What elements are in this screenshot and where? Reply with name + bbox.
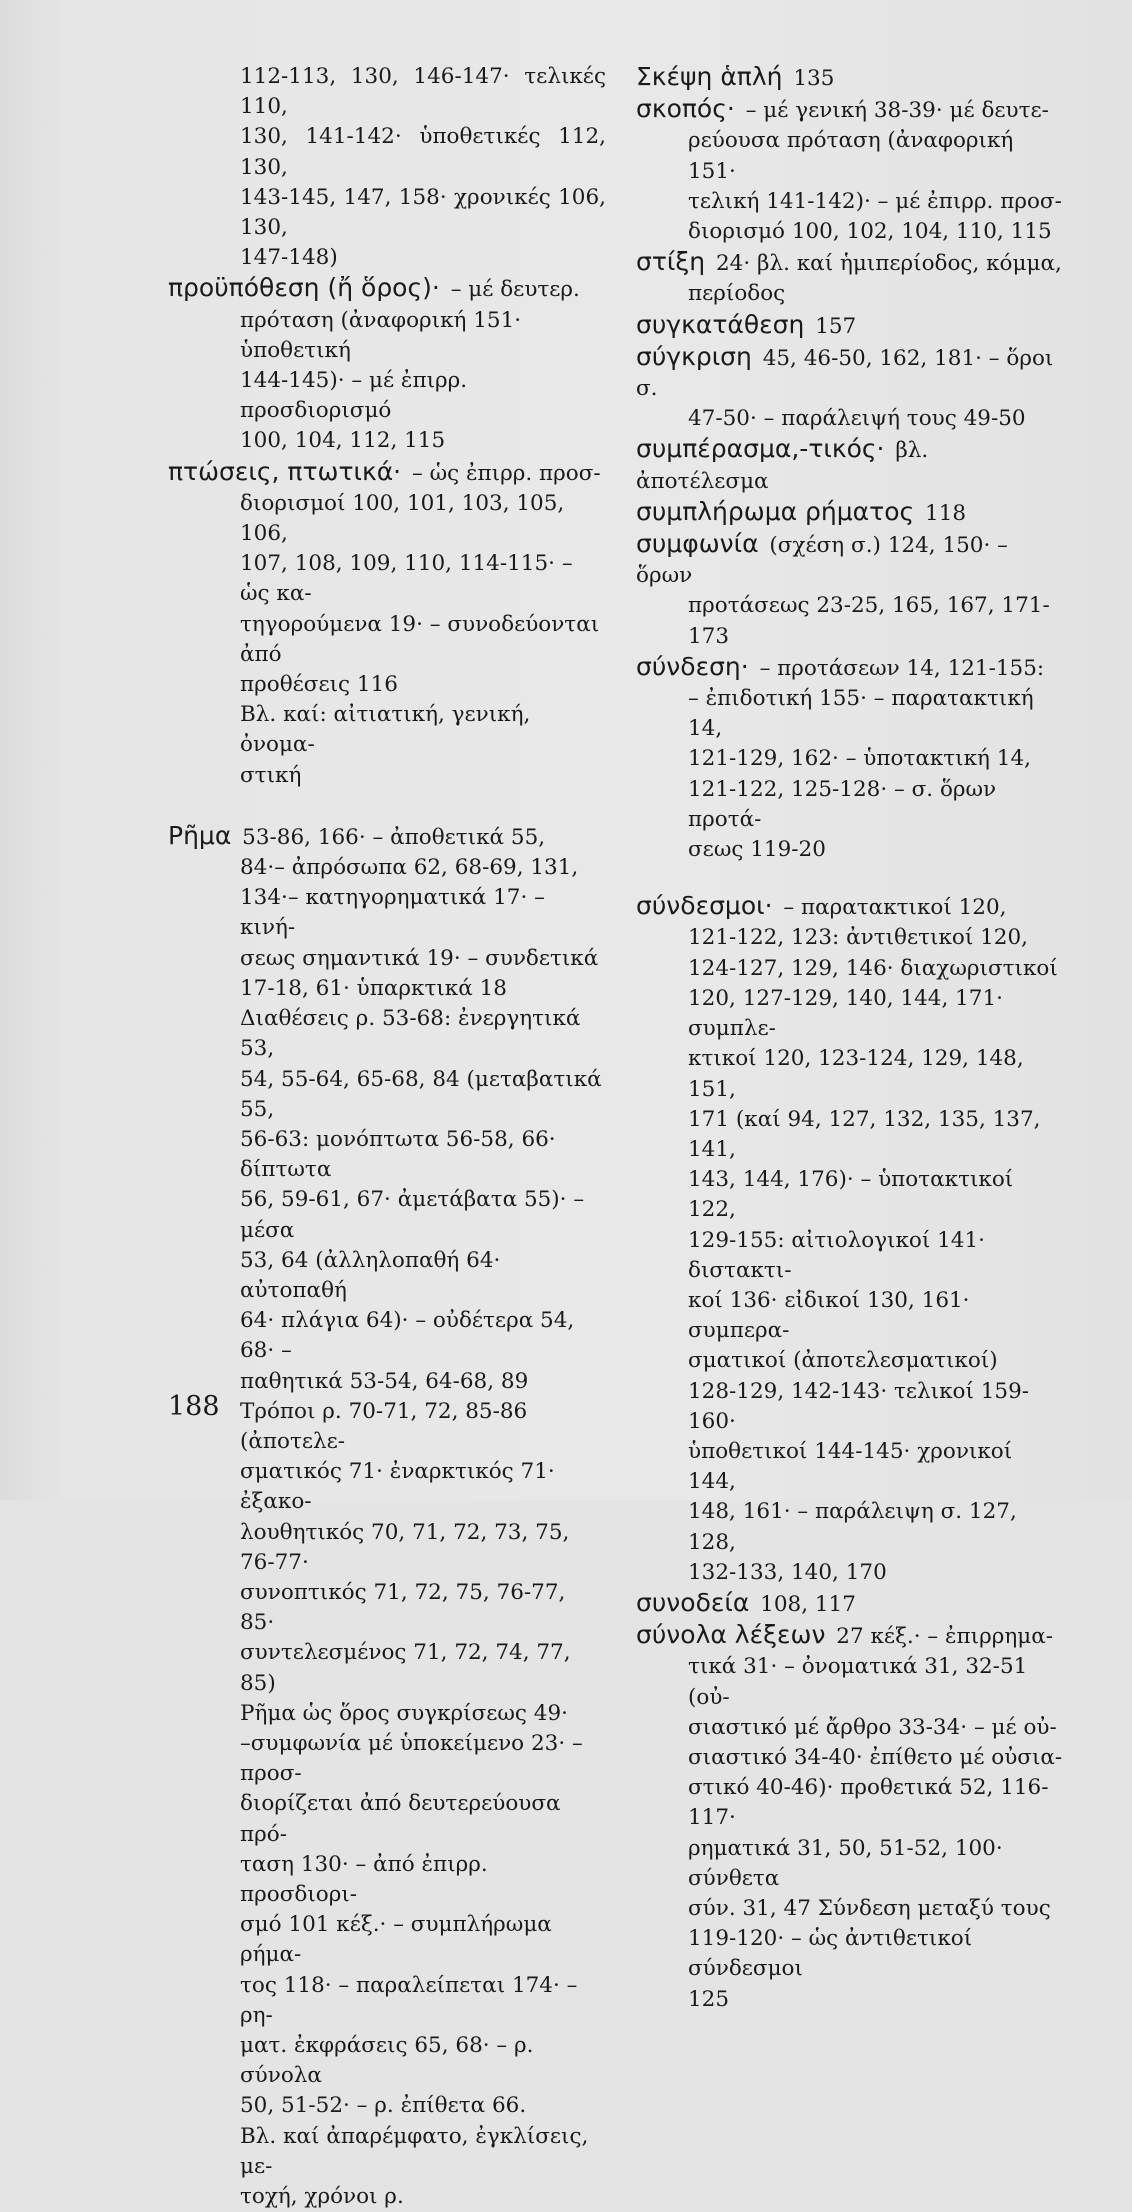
entry-first-line: 118 xyxy=(925,500,967,526)
entry-headword: συνοδεία xyxy=(636,1587,750,1617)
entry-line: διορίζεται ἀπό δευτερεύουσα πρό- xyxy=(240,1791,561,1847)
entry-line: 121-122, 123: ἀντιθετικοί 120, xyxy=(688,925,1028,951)
entry-first-line: – προτάσεων 14, 121-155: xyxy=(759,655,1045,681)
entry-headword: πτώσεις, πτωτικά· xyxy=(168,456,402,486)
entry-headword: σύνδεση· xyxy=(636,651,749,681)
entry-line: Βλ. καί: αἰτιατική, γενική, ὀνομα- xyxy=(240,702,531,758)
entry-line: 100, 104, 112, 115 xyxy=(240,428,446,454)
entry-line: κτικοί 120, 123-124, 129, 148, 151, xyxy=(688,1046,1024,1102)
entry-headword: συμπέρασμα,-τικός· xyxy=(636,434,885,464)
entry-first-line: 45, 46-50, 162, 181· – ὅροι σ. xyxy=(636,345,1054,402)
entry-line: διορισμοί 100, 101, 103, 105, 106, xyxy=(240,490,565,547)
entry-line: 129-155: αἰτιολογικοί 141· διστακτι- xyxy=(688,1227,986,1283)
index-entry-ptoseis xyxy=(168,457,606,791)
index-entry-symperasma xyxy=(636,434,1064,496)
entry-line: προθέσεις 116 xyxy=(240,672,398,698)
index-column-right xyxy=(636,62,1064,2015)
entry-line: Διαθέσεις ρ. 53-68: ἐνεργητικά 53, xyxy=(240,1006,581,1062)
entry-line: 56-63: μονόπτωτα 56-58, 66· δίπτωτα xyxy=(240,1126,556,1183)
entry-line: Ρῆμα ὡς ὅρος συγκρίσεως 49· xyxy=(240,1700,569,1726)
entry-line: 134·– κατηγορηματικά 17· – κινή- xyxy=(240,885,545,941)
entry-first-line: 53-86, 166· – ἀποθετικά 55, xyxy=(242,824,546,850)
entry-line: 144-145)· – μέ ἐπιρρ. προσδιορισμό xyxy=(240,368,468,424)
index-entry-continuation xyxy=(168,62,606,273)
entry-line: 84·– ἀπρόσωπα 62, 68-69, 131, xyxy=(240,855,579,881)
entry-line: 64· πλάγια 64)· – οὐδέτερα 54, 68· – xyxy=(240,1308,575,1364)
entry-line: τος 118· – παραλείπεται 174· – ρη- xyxy=(240,1972,578,2028)
entry-line: ὑποθετικοί 144-145· χρονικοί 144, xyxy=(688,1438,1013,1495)
page-number: 188 xyxy=(168,1391,220,1422)
spacer xyxy=(168,791,606,821)
entry-line: 121-129, 162· – ὑποτακτική 14, xyxy=(688,746,1031,772)
entry-first-line: 157 xyxy=(815,313,857,339)
entry-line: 143-145, 147, 158· χρονικές 106, 130, xyxy=(240,184,606,241)
index-entry-skopos xyxy=(636,94,1064,247)
entry-headword: προϋπόθεση (ἤ ὅρος)· xyxy=(168,273,440,303)
index-entry-synola-lexeon xyxy=(636,1620,1064,2015)
entry-line: –συμφωνία μέ ὑποκείμενο 23· –προσ- xyxy=(240,1730,583,1787)
entry-headword: Σκέψη ἁπλή xyxy=(636,62,783,91)
entry-line: παθητικά 53-54, 64-68, 89 xyxy=(240,1368,529,1394)
entry-line: περίοδος xyxy=(688,281,786,307)
entry-line: σύν. 31, 47 Σύνδεση μεταξύ τους xyxy=(688,1895,1051,1921)
entry-first-line: (σχέση σ.) 124, 150· – ὅρων xyxy=(636,533,1008,589)
entry-headword: στίξη xyxy=(636,247,706,277)
index-entry-sygkrisi xyxy=(636,342,1064,435)
entry-line: συντελεσμένος 71, 72, 74, 77, 85) xyxy=(240,1640,571,1696)
entry-line: – ἐπιδοτική 155· – παρατακτική 14, xyxy=(688,686,1034,742)
entry-headword: συμπλήρωμα ρήματος xyxy=(636,496,915,526)
entry-line: διορισμό 100, 102, 104, 110, 115 xyxy=(688,219,1052,245)
entry-first-line: 27 κέξ.· – ἐπιρρημα- xyxy=(836,1624,1054,1650)
entry-first-line: 135 xyxy=(793,66,835,91)
entry-line: ταση 130· – ἀπό ἐπιρρ. προσδιορι- xyxy=(240,1851,488,1907)
entry-line: Βλ. καί ἀπαρέμφατο, ἐγκλίσεις, με- xyxy=(240,2123,589,2179)
entry-line: σεως 119-20 xyxy=(688,837,826,863)
index-entry-rima xyxy=(168,821,606,2212)
entry-headword: σύγκριση xyxy=(636,341,752,371)
entry-line: 121-122, 125-128· – σ. ὅρων προτά- xyxy=(688,776,997,832)
entry-line: προτάσεως 23-25, 165, 167, 171-173 xyxy=(688,593,1050,649)
entry-first-line: 108, 117 xyxy=(760,1591,856,1617)
index-entry-syndesi xyxy=(636,652,1064,865)
entry-line: σματικός 71· ἐναρκτικός 71· ἐξακο- xyxy=(240,1459,555,1515)
entry-line: πρόταση (ἀναφορική 151· ὑποθετική xyxy=(240,307,522,363)
entry-line: συνοπτικός 71, 72, 75, 76-77, 85· xyxy=(240,1579,566,1636)
entry-line: 120, 127-129, 140, 144, 171· συμπλε- xyxy=(688,985,1003,1042)
entry-line: 56, 59-61, 67· ἀμετάβατα 55)· – μέσα xyxy=(240,1187,585,1243)
entry-headword: συμφωνία xyxy=(636,529,759,559)
index-entry-stixi xyxy=(636,247,1064,309)
entry-line: 143, 144, 176)· – ὑποτακτικοί 122, xyxy=(688,1167,1014,1223)
entry-line: 17-18, 61· ὑπαρκτικά 18 xyxy=(240,975,507,1001)
entry-line: 148, 161· – παράλειψη σ. 127, 128, xyxy=(688,1499,1017,1555)
entry-line: σιαστικό μέ ἄρθρο 33-34· – μέ οὐ- xyxy=(688,1714,1057,1740)
entry-line: τηγορούμενα 19· – συνοδεύονται ἀπό xyxy=(240,611,600,667)
entry-line: 130, 141-142· ὑποθετικές 112, 130, xyxy=(240,124,606,180)
entry-line: Τρόποι ρ. 70-71, 72, 85-86 (ἀποτελε- xyxy=(240,1398,528,1454)
entry-first-line: – ὡς ἐπιρρ. προσ- xyxy=(411,460,601,486)
entry-headword: σύνολα λέξεων xyxy=(636,1620,826,1650)
index-column-left xyxy=(168,62,606,2212)
index-entry-sympliroma xyxy=(636,497,1064,529)
entry-line: στικό 40-46)· προθετικά 52, 116-117· xyxy=(688,1775,1049,1831)
spacer xyxy=(636,865,1064,891)
entry-line: σματικοί (ἀποτελεσματικοί) xyxy=(688,1348,998,1374)
entry-line: 132-133, 140, 170 xyxy=(688,1559,887,1585)
entry-line: 107, 108, 109, 110, 114-115· – ὡς κα- xyxy=(240,551,573,607)
entry-first-line: 24· βλ. καί ἡμιπερίοδος, κόμμα, xyxy=(715,251,1062,277)
index-entry-skepsi xyxy=(636,62,1064,94)
entry-headword: σύνδεσμοι· xyxy=(636,891,773,921)
entry-first-line: βλ. ἀποτέλεσμα xyxy=(636,438,929,494)
entry-first-line: – παρατακτικοί 120, xyxy=(783,895,1007,921)
entry-line: 53, 64 (ἀλληλοπαθή 64· αὐτοπαθή xyxy=(240,1247,501,1303)
entry-line: 50, 51-52· – ρ. ἐπίθετα 66. xyxy=(240,2093,527,2119)
entry-line: λουθητικός 70, 71, 72, 73, 75, 76-77· xyxy=(240,1519,570,1575)
entry-line: στική xyxy=(240,762,302,788)
entry-line: 125 xyxy=(688,1986,730,2012)
entry-line: 147-148) xyxy=(240,245,338,271)
entry-headword: σκοπός· xyxy=(636,94,735,124)
entry-line: 124-127, 129, 146· διαχωριστικοί xyxy=(688,955,1058,981)
entry-line: τικά 31· – ὀνοματικά 31, 32-51 (οὐ- xyxy=(688,1654,1028,1710)
entry-line: τελική 141-142)· – μέ ἐπιρρ. προσ- xyxy=(688,188,1062,214)
index-entry-proypothesi xyxy=(168,273,606,456)
entry-line: κοί 136· εἰδικοί 130, 161· συμπερα- xyxy=(688,1287,970,1344)
entry-line: 171 (καί 94, 127, 132, 135, 137, 141, xyxy=(688,1106,1041,1162)
entry-first-line: – μέ δευτερ. xyxy=(450,277,580,303)
entry-headword: Ρῆμα xyxy=(168,820,232,850)
index-entry-symfonia xyxy=(636,529,1064,652)
entry-line: ματ. ἐκφράσεις 65, 68· – ρ. σύνολα xyxy=(240,2033,534,2089)
entry-line: 54, 55-64, 65-68, 84 (μεταβατικά 55, xyxy=(240,1066,602,1122)
entry-first-line: – μέ γενική 38-39· μέ δευτε- xyxy=(745,98,1049,124)
entry-line: σεως σημαντικά 19· – συνδετικά xyxy=(240,945,599,971)
entry-line: ρηματικά 31, 50, 51-52, 100· σύνθετα xyxy=(688,1835,1003,1891)
entry-line: σιαστικό 34-40· ἐπίθετο μέ οὐσια- xyxy=(688,1744,1063,1770)
entry-line: 128-129, 142-143· τελικοί 159-160· xyxy=(688,1378,1030,1434)
entry-line: 112-113, 130, 146-147· τελικές 110, xyxy=(240,64,606,120)
entry-line: σμό 101 κέξ.· – συμπλήρωμα ρήμα- xyxy=(240,1912,552,1968)
entry-headword: συγκατάθεση xyxy=(636,309,805,339)
entry-line: 119-120· – ὡς ἀντιθετικοί σύνδεσμοι xyxy=(688,1926,973,1982)
index-entry-syndesmoi xyxy=(636,891,1064,1588)
index-entry-sygkatathesi xyxy=(636,310,1064,342)
index-entry-synodeia xyxy=(636,1588,1064,1620)
entry-line: ρεύουσα πρόταση (ἀναφορική 151· xyxy=(688,128,1014,184)
entry-line: τοχή, χρόνοι ρ. xyxy=(240,2184,404,2210)
entry-line: 47-50· – παράλειψή τους 49-50 xyxy=(688,406,1026,432)
